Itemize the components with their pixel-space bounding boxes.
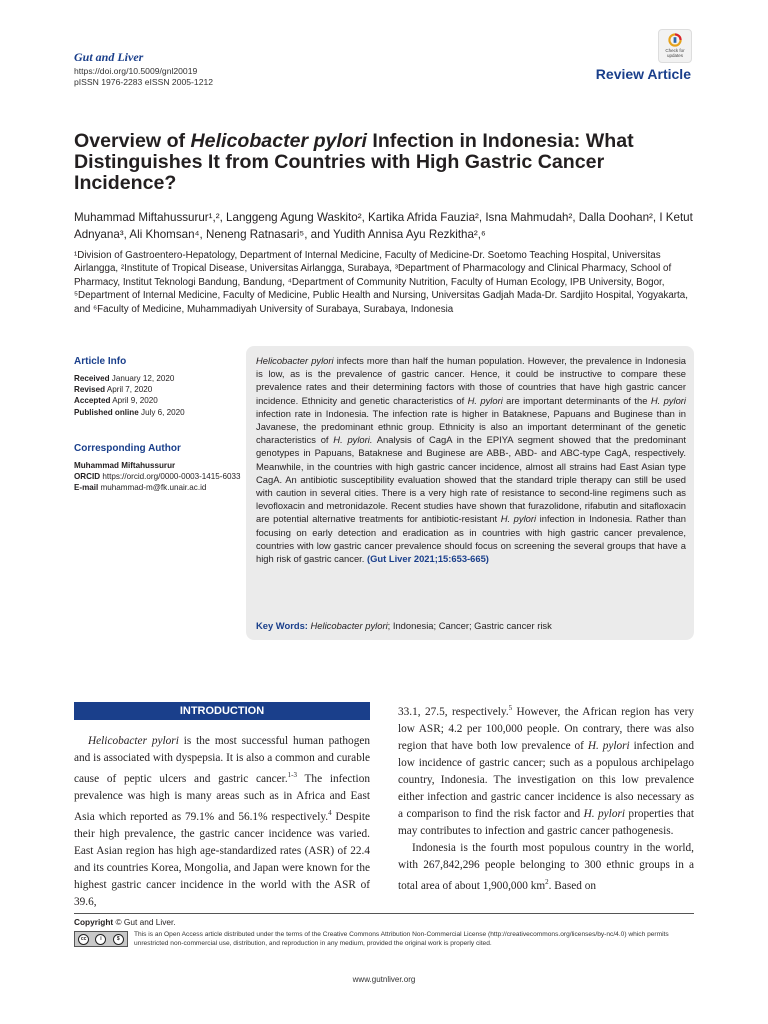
doi-link[interactable]: https://doi.org/10.5009/gnl20019 <box>74 66 198 76</box>
journal-name: Gut and Liver <box>74 50 144 64</box>
info-revised: Revised April 7, 2020 <box>74 385 153 395</box>
abstract-text: Helicobacter pylori infects more than half the human population. However, the prevalence in Indonesia is low, as is the prevalence of gastric cancer. Hence, it could be instructive to compare these prevalence rates and their determining factors with those of countries that have high gastric cancer incidence. Ethnicity and genetic characteristics of H. pylori are important determinants of the H. pylori infection rate in Indonesia. The infection rate is higher in Bataknese, Papuans and Buginese than in Javanese, the predominant ethnic group. Ethnicity is also an important determinant of the genetic characteristics of H. pylori. Analysis of CagA in the EPIYA segment showed that the predominant genotypes in Papuans, Bataknese and Buginese are ABB-, ABD- and ABC-type CagA, respectively. Meanwhile, in the countries with high gastric cancer incidence, almost all strains had East Asian type CagA. An antibiotic susceptibility evaluation showed that the standard triple therapy can still be used with caution in several cities. There is a very high rate of resistance to second-line regimens such as levofloxacin and metronidazole. Recent studies have shown that furazolidone, rifabutin and sitafloxacin are potential alternative treatments for antibiotic-resistant H. pylori infection in Indonesia. Rather than focusing on early detection and eradication as in countries with high gastric cancer prevalence, countries with low gastric cancer prevalence should focus on screening the several groups that have a high risk of gastric cancer. (Gut Liver 2021;15:653-665) <box>256 355 686 565</box>
article-title: Overview of Helicobacter pylori Infection in Indonesia: What Distinguishes It from Countries with High Gastric Cancer Incidence? <box>74 130 634 194</box>
body-column-right <box>398 700 694 895</box>
check-for-updates-badge[interactable] <box>658 29 692 63</box>
corresponding-name: Muhammad Miftahussurur <box>74 461 176 470</box>
keywords: Key Words: Helicobacter pylori; Indonesia; Cancer; Gastric cancer risk <box>256 620 552 631</box>
citation: (Gut Liver 2021;15:653-665) <box>366 553 489 565</box>
introduction-heading: INTRODUCTION <box>74 702 370 720</box>
article-info-heading: Article Info <box>74 356 127 367</box>
article-type: Review Article <box>595 66 691 82</box>
website-url[interactable]: www.gutnliver.org <box>352 975 416 984</box>
info-accepted: Accepted April 9, 2020 <box>74 396 158 406</box>
author-list: Muhammad Miftahussurur¹,², Langgeng Agung Waskito², Kartika Afrida Fauzia², Isna Mahmudah², Dalla Doohan², I Ketut Adnyana³, Ali Khomsan⁴, Neneng Ratnasari⁵, and Yudith Annisa Ayu Rezkitha²,⁶ <box>74 211 693 241</box>
corresponding-author: Muhammad Miftahussurur ORCID https://orcid.org/0000-0003-1415-6033 E-mail muhammad-m@fk.unair.ac.id <box>74 461 241 493</box>
nc-icon: $ <box>113 934 124 945</box>
by-icon: i <box>95 934 106 945</box>
check-updates-icon <box>668 33 682 47</box>
info-published: Published online July 6, 2020 <box>74 407 185 417</box>
info-received: Received January 12, 2020 <box>74 374 175 383</box>
affiliations: ¹Division of Gastroentero-Hepatology, Department of Internal Medicine, Faculty of Medicine-Dr. Soetomo Teaching Hospital, Universitas Airlangga, ²Institute of Tropical Disease, Universitas Airlangga, Surabaya, ³Department of Pharmacology and Clinical Pharmacy, School of Pharmacy, Institut Teknologi Bandung, Bandung, ⁴Department of Community Nutrition, Faculty of Human Ecology, IPB University, Bogor, ⁵Department of Internal Medicine, Faculty of Medicine, Public Health and Nursing, Universitas Gadjah Mada-Dr. Sardjito Hospital, Yogyakarta, and ⁶Faculty of Medicine, Muhammadiyah University of Surabaya, Surabaya, Indonesia <box>74 250 688 315</box>
article-info-list <box>74 373 244 418</box>
license-text: This is an Open Access article distributed under the terms of the Creative Commons Attribution Non-Commercial License (http://creativecommons.org/licenses/by-nc/4.0) which permits unrestricted non-commercial use, distribution, and reproduction in any medium, provided the original work is properly cited. <box>134 931 669 947</box>
footer-rule <box>74 913 694 914</box>
paragraph: 33.1, 27.5, respectively.$^5$ However, the African region has very low ASR; 4.2 per 100,000 people. On contrary, there was also region that have both low prevalence of H. pylori infection and low incidence of gastric cancer; such as a populous archipelago country, Indonesia. The investigation on this low prevalence either infection and gastric cancer incidence is also necessary as a comparison to find the risk factor and H. pylori properties that may contributes to infection and gastric cancer pathogenesis. <box>398 704 694 837</box>
check-updates-label: Check for updates <box>665 48 685 58</box>
paragraph: Indonesia is the fourth most populous country in the world, with 267,842,296 people belonging to 300 ethnic groups in a total area of about 1,900,000 $km^2$. Based on <box>398 841 694 892</box>
cc-license-badge[interactable] <box>74 931 128 947</box>
cc-icon: cc <box>78 934 89 945</box>
body-column-left: Helicobacter pylori is the most successful human pathogen and is associated with dyspepsia. It is also a common and curable cause of peptic ulcers and gastric cancer.$^{1-3}$ The infection prevalence was high is many areas such as in Africa and East Asia which reported as 79.1% and 56.1% respectively.$^4$ Despite their high prevalence, the gastric cancer incidence was varied. East Asian region has high age-standardized rates (ASR) of 22.4 and its countries Korea, Mongolia, and Japan were known for the highest gastric cancer incidence in the world with the ASR of 39.6, <box>74 735 371 908</box>
corresponding-heading: Corresponding Author <box>74 443 181 454</box>
orcid-link[interactable]: https://orcid.org/0000-0003-1415-6033 <box>102 472 241 482</box>
issn-line: pISSN 1976-2283 eISSN 2005-1212 <box>74 77 214 87</box>
email-link[interactable]: muhammad-m@fk.unair.ac.id <box>100 483 207 493</box>
copyright: Copyright © Gut and Liver. <box>74 917 176 927</box>
